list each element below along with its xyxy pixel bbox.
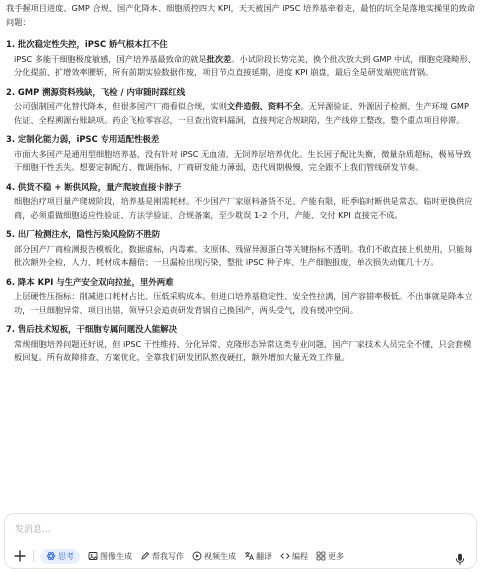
image-icon [88,551,100,561]
tool-label: 翻译 [256,551,272,561]
tool-label: 视频生成 [204,551,236,561]
section-item [6,86,478,128]
body-text: 部分国产厂商检测报告模板化，数据虚标，内毒素、支原体、残留异源蛋白等关键指标不透明。我们不敢直接上机使用，只能每批次额外全检，人力、耗材成本翻倍；一旦漏检出现污染，整批 iPSC 种子库、生产细胞报废，单次损失动辄几十万。 [14,243,473,267]
section-title: 7. 售后技术短板，干细胞专属问题没人能解决 [6,324,178,334]
code-icon [280,551,292,561]
emphasis-text: 文件造假、资料不全 [226,101,301,111]
section-title: 6. 降本 KPI 与生产安全双向拉扯，里外两难 [6,276,174,287]
section-item [6,323,478,365]
tool-button-video[interactable] [192,551,236,562]
tool-label: 编程 [292,551,308,561]
add-attachment-button[interactable] [13,549,27,563]
section-item [6,38,478,80]
body-text: 。小试阶段长势完美，换个批次放大到 GMP 中试，细胞克隆畸形、分化提前、扩增效率腰斩，所有前期实验数据作废，项目节点直接延期，进度 KPI 崩盘，最后全是研发端兜底背锅。 [14,53,476,77]
section-item [6,181,478,223]
tool-button-translate[interactable] [244,551,272,562]
tool-button-grid[interactable] [316,551,344,562]
tool-label: 思考 [58,551,74,561]
pen-icon [140,551,152,561]
body-text: 常规细胞培养问题还好说，但 iPSC 干性维持、分化异常、克隆形态异常这类专业问题，国产厂家技术人员完全不懂，只会套模板回复。所有故障排查、方案优化，全靠我们研发团队熬夜硬扛，额外增加大量无效工作量。 [14,338,472,362]
section-list [6,38,478,365]
body-text: 上层硬性压指标：削减进口耗材占比、压低采购成本。但进口培养基稳定性、安全性拉满，国产容错率极低。不出事就是降本立功，一旦细胞异常、项目出错，领导只会追责研发背锅自己换国产，两头受气，没有缓冲空间。 [14,291,473,315]
translate-icon [244,551,256,561]
tool-button-image[interactable] [88,551,132,562]
think-icon [46,551,58,561]
section-title: 2. GMP 溯源资料残缺，飞检 / 内审随时踩红线 [6,86,186,97]
tool-label: 图像生成 [100,551,132,561]
body-text: 市面大多国产是通用型细胞培养基，没有针对 iPSC 无血清、无饲养层培养优化。生长因子配比失衡，微量杂质超标，极易导致干细胞干性丢失。想要定制配方、微调指标，厂商研发能力薄弱，迭代周期极慢，完全跟不上我们管线研发节奏。 [14,148,472,172]
section-body [6,243,478,270]
tool-button-code[interactable] [280,551,308,562]
tool-label: 帮我写作 [152,551,184,561]
section-item [6,133,478,175]
section-title: 4. 供货不稳 + 断供风险，量产爬坡直接卡脖子 [6,181,182,192]
message-input[interactable] [15,522,455,538]
section-body [6,338,478,365]
body-text: 。无异源验证、外源因子检测、生产环境 GMP 佐证、全程溯源台账缺项。药企飞检零容忍，一旦查出资料漏洞，直接判定合规缺陷，生产线停工整改，整个重点项目停滞。 [14,101,469,125]
section-body [6,195,478,222]
section-title: 3. 定制化能力弱，iPSC 专用适配性极差 [6,134,160,144]
tool-button-think[interactable] [40,549,80,564]
tool-label: 更多 [328,551,344,561]
section-item [6,228,478,270]
section-body [6,100,478,127]
video-icon [192,551,204,561]
section-title: 1. 批次稳定性失控，iPSC 娇气根本扛不住 [6,39,168,49]
microphone-icon [454,553,466,565]
message-composer [4,513,477,569]
grid-icon [316,551,328,561]
body-text: 公司强制国产化替代降本，但很多国产厂商看似合规，实则 [14,101,227,111]
emphasis-text: 批次差 [206,53,232,64]
tool-button-pen[interactable] [140,551,184,562]
chat-message [6,2,478,371]
composer-toolbar [13,547,352,565]
body-text: 细胞治疗项目量产爬坡阶段，培养基是刚需耗材。不少国产厂家原料备货不足、产能有限，旺季临时断供是常态。临时更换供应商，必须重做细胞适应性验证、方法学验证、合规备案，至少耽误 1-2 个月，产能、交付 KPI 直接完不成。 [14,196,473,220]
section-body [6,290,478,317]
toolbar-divider [33,550,34,562]
section-title: 5. 出厂检测注水，隐性污染风险防不胜防 [6,229,161,239]
body-text: iPSC 多能干细胞极度敏感，国产培养基最致命的就是 [14,53,207,64]
section-body [6,53,478,80]
voice-input-button[interactable] [454,550,466,569]
intro-paragraph: 我手握项目进度、GMP 合规、国产化降本、细胞质控四大 KPI，天天被国产 iPSC 培养基牵着走，最怕的坑全是落地实操里的致命问题： [6,3,475,27]
section-item [6,276,478,318]
plus-icon [14,550,26,562]
section-body [6,148,478,175]
